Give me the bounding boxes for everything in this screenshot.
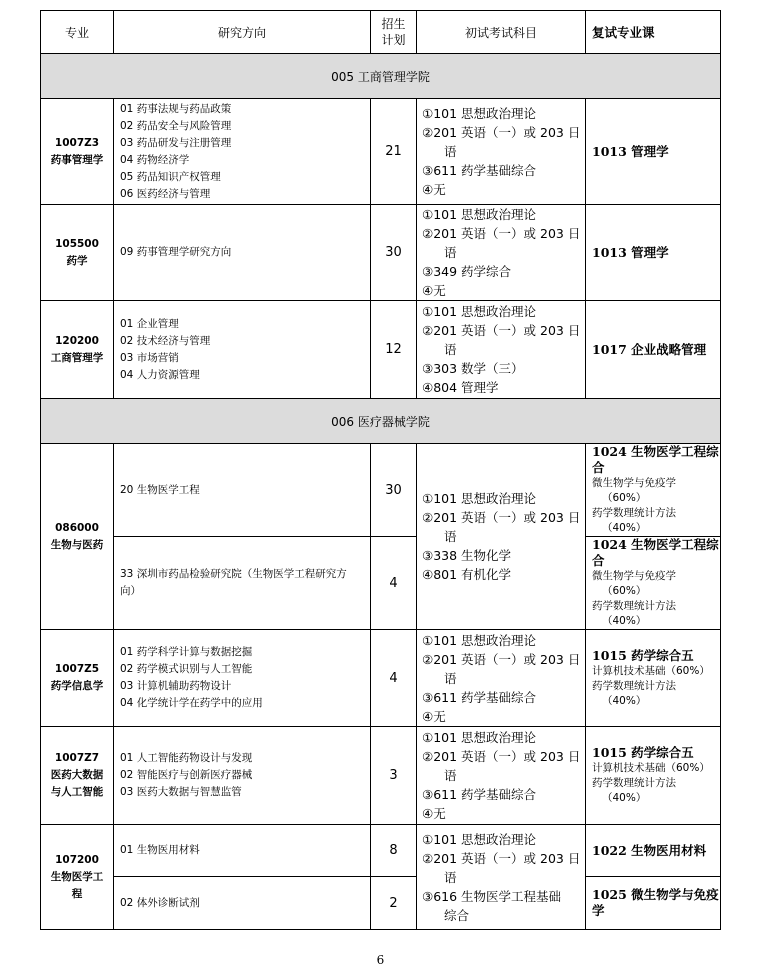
- direction-item: 09 药事管理学研究方向: [120, 246, 232, 258]
- retest-cell: [586, 727, 721, 825]
- exam-cell: [417, 630, 586, 727]
- exam-item: ③611 药学基础综合: [422, 787, 537, 802]
- exam-item: ②201 英语（一）或 203 日: [422, 651, 581, 667]
- direction-item: 06 医药经济与管理: [120, 187, 211, 200]
- major-name: 药事管理学: [50, 153, 104, 166]
- retest-cell: [586, 205, 721, 301]
- retest-detail: 微生物学与免疫学: [592, 570, 676, 582]
- exam-item: ①101 思想政治理论: [422, 304, 537, 319]
- retest-detail: （60%）: [602, 492, 647, 504]
- exam-item: 语: [444, 245, 457, 260]
- retest-title: 1017 企业战略管理: [592, 341, 707, 357]
- exam-item: ④801 有机化学: [422, 567, 512, 582]
- retest-detail: （40%）: [602, 615, 647, 627]
- table-row: [41, 537, 721, 630]
- retest-title: 1015 药学综合五: [592, 745, 694, 760]
- direction-item: 04 人力资源管理: [120, 368, 200, 381]
- exam-item: ④无: [422, 806, 446, 821]
- direction-item: 04 药物经济学: [120, 153, 190, 166]
- retest-cell: [586, 537, 721, 630]
- exam-item: ②201 英语（一）或 203 日: [422, 749, 581, 764]
- retest-detail: 药学数理统计方法: [592, 679, 676, 692]
- major-cell: [41, 825, 114, 930]
- exam-item: 语: [444, 768, 457, 783]
- retest-detail: 药学数理统计方法: [592, 777, 676, 789]
- exam-cell: [417, 727, 586, 825]
- retest-title: 1015 药学综合五: [592, 647, 694, 663]
- header-exam: 初试考试科目: [417, 11, 586, 54]
- header-quota: [371, 11, 417, 54]
- retest-detail: 微生物学与免疫学: [592, 477, 676, 489]
- exam-item: ④804 管理学: [422, 380, 499, 395]
- direction-item: 05 药品知识产权管理: [120, 170, 221, 183]
- exam-item: ③303 数学（三）: [422, 361, 524, 376]
- section-row: [41, 399, 721, 444]
- direction-item: 03 计算机辅助药物设计: [120, 680, 232, 692]
- retest-cell: [586, 444, 721, 537]
- retest-cell: [586, 99, 721, 205]
- major-code: 1007Z7: [54, 752, 100, 764]
- admissions-table: [40, 10, 721, 930]
- quota-value: 4: [371, 630, 417, 727]
- direction-item: 02 智能医疗与创新医疗器械: [120, 769, 253, 781]
- major-code: 107200: [55, 853, 99, 866]
- retest-cell: [586, 630, 721, 727]
- table-header: [41, 11, 721, 54]
- exam-item: ①101 思想政治理论: [422, 632, 537, 648]
- major-name: 与人工智能: [50, 786, 104, 798]
- quota-value: 12: [371, 301, 417, 399]
- header-quota-line2: 计划: [381, 33, 406, 47]
- quota-value: 4: [371, 537, 417, 630]
- exam-item: 语: [444, 869, 457, 885]
- major-code: 105500: [55, 237, 99, 250]
- exam-cell: [417, 99, 586, 205]
- header-quota-line1: 招生: [381, 17, 406, 31]
- major-name: 工商管理学: [50, 351, 104, 364]
- major-name: 生物医学工: [50, 870, 104, 883]
- quota-value: 30: [371, 444, 417, 537]
- table-row: [41, 877, 721, 930]
- exam-item: ④无: [422, 708, 446, 724]
- exam-item: 语: [444, 529, 457, 544]
- retest-title: 1022 生物医用材料: [592, 842, 707, 858]
- major-cell: [41, 205, 114, 301]
- section-title: 005 工商管理学院: [41, 54, 721, 99]
- direction-item: 02 药学模式识别与人工智能: [120, 663, 253, 675]
- retest-detail: （40%）: [602, 522, 647, 534]
- quota-value: 21: [371, 99, 417, 205]
- retest-detail: （60%）: [602, 585, 647, 597]
- major-cell: [41, 444, 114, 630]
- quota-value: 30: [371, 205, 417, 301]
- major-cell: [41, 99, 114, 205]
- direction-item: 02 体外诊断试剂: [120, 896, 200, 909]
- directions-cell: [114, 825, 371, 877]
- directions-cell: [114, 877, 371, 930]
- exam-cell: [417, 444, 586, 630]
- table-row: [41, 205, 721, 301]
- exam-item: 综合: [444, 907, 470, 923]
- major-name: 医药大数据: [50, 769, 104, 781]
- major-cell: [41, 727, 114, 825]
- direction-item: 02 药品安全与风险管理: [120, 119, 232, 132]
- page-number: 6: [376, 953, 385, 967]
- exam-item: ③611 药学基础综合: [422, 163, 537, 178]
- exam-item: ③616 生物医学工程基础: [422, 888, 562, 904]
- table-row: [41, 825, 721, 877]
- exam-item: 语: [444, 670, 457, 686]
- section-row: [41, 54, 721, 99]
- quota-value: 2: [371, 877, 417, 930]
- direction-item: 向）: [120, 585, 141, 597]
- section-title: 006 医疗器械学院: [41, 399, 721, 444]
- direction-item: 03 市场营销: [120, 351, 179, 364]
- retest-detail: （40%）: [602, 792, 647, 804]
- directions-cell: [114, 301, 371, 399]
- direction-item: 01 药学科学计算与数据挖掘: [120, 646, 253, 658]
- direction-item: 01 药事法规与药品政策: [120, 102, 232, 115]
- direction-item: 04 化学统计学在药学中的应用: [120, 697, 263, 709]
- major-cell: [41, 301, 114, 399]
- directions-cell: [114, 205, 371, 301]
- direction-item: 03 药品研发与注册管理: [120, 136, 232, 149]
- header-direction: 研究方向: [114, 11, 371, 54]
- retest-cell: [586, 301, 721, 399]
- retest-cell: [586, 877, 721, 930]
- direction-item: 01 人工智能药物设计与发现: [120, 752, 253, 764]
- exam-cell: [417, 825, 586, 930]
- table-row: [41, 99, 721, 205]
- major-name: 程: [71, 887, 83, 900]
- exam-item: ①101 思想政治理论: [422, 106, 537, 121]
- exam-item: ③349 药学综合: [422, 264, 512, 279]
- exam-item: 语: [444, 144, 457, 159]
- retest-title: 1013 管理学: [592, 244, 669, 260]
- exam-item: ②201 英语（一）或 203 日: [422, 125, 581, 140]
- direction-item: 20 生物医学工程: [120, 483, 200, 496]
- exam-item: ①101 思想政治理论: [422, 491, 537, 506]
- exam-item: ②201 英语（一）或 203 日: [422, 226, 581, 241]
- table-row: [41, 444, 721, 537]
- exam-item: ②201 英语（一）或 203 日: [422, 510, 581, 525]
- exam-item: ①101 思想政治理论: [422, 831, 537, 847]
- directions-cell: [114, 99, 371, 205]
- direction-item: 03 医药大数据与智慧监管: [120, 786, 242, 798]
- exam-item: ①101 思想政治理论: [422, 207, 537, 222]
- exam-item: ①101 思想政治理论: [422, 730, 537, 745]
- major-name: 药学信息学: [50, 680, 104, 692]
- retest-title: 1024 生物医学工程综合: [592, 537, 719, 568]
- major-cell: [41, 630, 114, 727]
- retest-detail: 计算机技术基础（60%）: [592, 664, 710, 677]
- directions-cell: [114, 537, 371, 630]
- major-code: 1007Z3: [54, 136, 100, 149]
- exam-item: ③338 生物化学: [422, 548, 512, 563]
- direction-item: 33 深圳市药品检验研究院（生物医学工程研究方: [120, 568, 347, 580]
- table-row: [41, 727, 721, 825]
- header-retest: 复试专业课: [586, 11, 721, 54]
- exam-cell: [417, 205, 586, 301]
- retest-detail: 药学数理统计方法: [592, 600, 676, 612]
- major-name: 生物与医药: [50, 538, 104, 551]
- table-row: [41, 301, 721, 399]
- retest-detail: （40%）: [602, 694, 647, 707]
- quota-value: 3: [371, 727, 417, 825]
- exam-item: ④无: [422, 283, 446, 298]
- exam-item: 语: [444, 342, 457, 357]
- retest-title: 1024 生物医学工程综合: [592, 444, 719, 475]
- exam-item: ②201 英语（一）或 203 日: [422, 850, 581, 866]
- exam-item: ②201 英语（一）或 203 日: [422, 323, 581, 338]
- exam-cell: [417, 301, 586, 399]
- directions-cell: [114, 444, 371, 537]
- directions-cell: [114, 630, 371, 727]
- exam-item: ④无: [422, 182, 446, 197]
- retest-title: 1025 微生物学与免疫学: [592, 887, 719, 918]
- major-code: 086000: [55, 521, 99, 534]
- retest-detail: 药学数理统计方法: [592, 507, 676, 519]
- major-code: 1007Z5: [54, 663, 100, 675]
- major-code: 120200: [55, 334, 99, 347]
- exam-item: ③611 药学基础综合: [422, 689, 537, 705]
- direction-item: 01 生物医用材料: [120, 844, 200, 856]
- major-name: 药学: [66, 254, 88, 267]
- retest-detail: 计算机技术基础（60%）: [592, 762, 710, 774]
- header-major: 专业: [41, 11, 114, 54]
- quota-value: 8: [371, 825, 417, 877]
- direction-item: 02 技术经济与管理: [120, 334, 211, 347]
- retest-cell: [586, 825, 721, 877]
- direction-item: 01 企业管理: [120, 317, 179, 330]
- directions-cell: [114, 727, 371, 825]
- retest-title: 1013 管理学: [592, 143, 669, 159]
- table-row: [41, 630, 721, 727]
